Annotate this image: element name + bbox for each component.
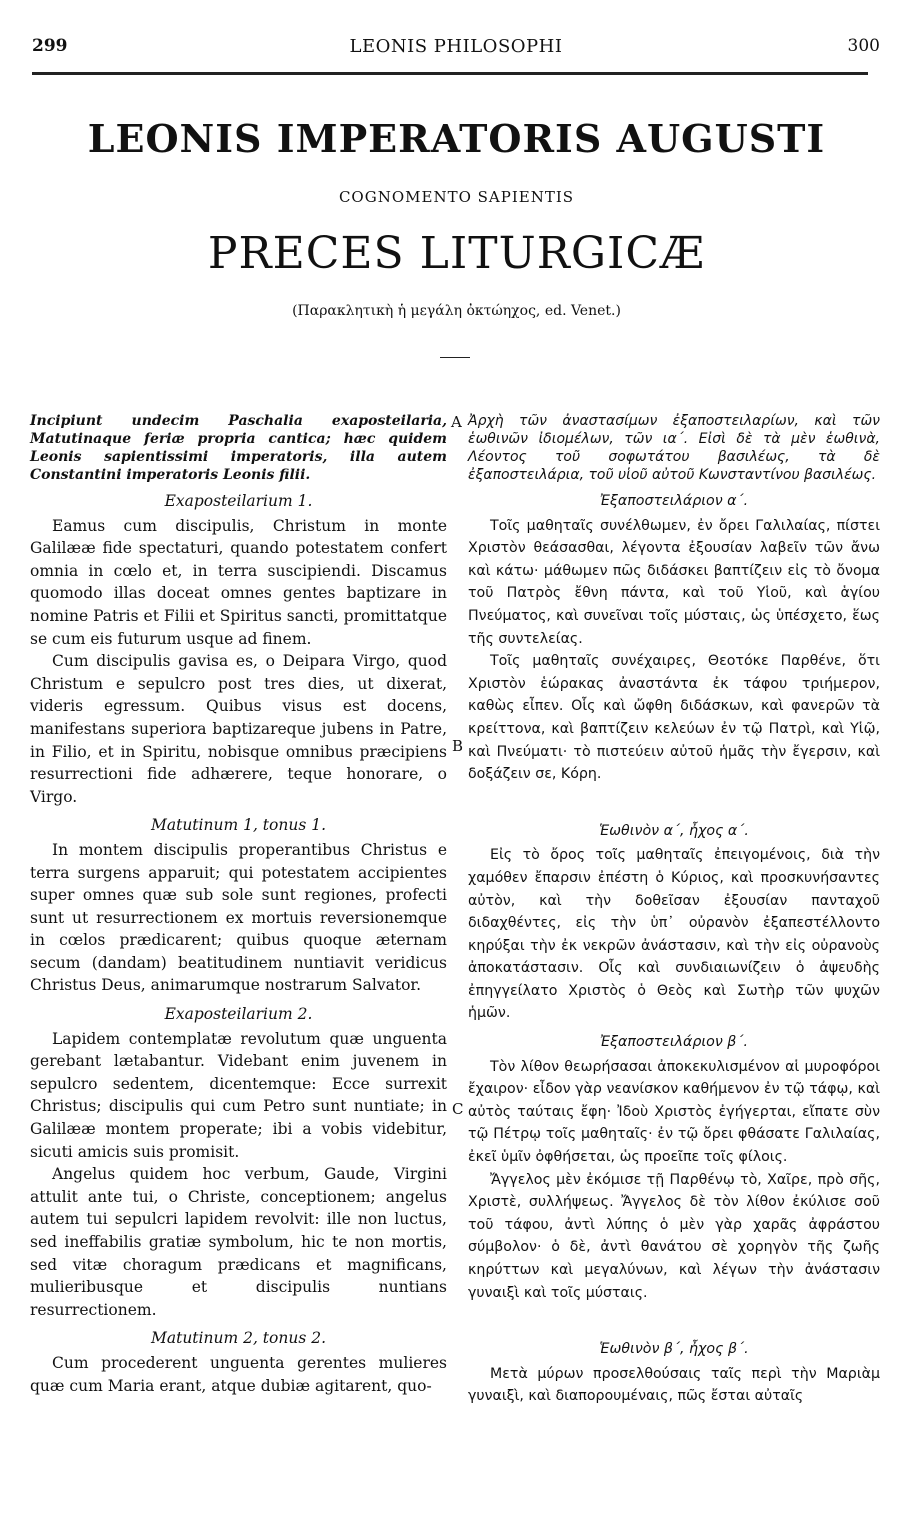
- latin-heading-1: Exaposteilarium 1.: [164, 492, 313, 510]
- latin-paragraph-2: Cum discipulis gavisa es, o Deipara Virgo, quod Christum e sepulcro post tres dies, ut dixerat, videris egressum. Quibus visus est docens, manifestans superiora baptizareque jubens in Patre, in Filio, et in Spiritu, nobisque omnibus præcipiens resurrectioni fide adhærere, teque honorare, o Virgo.: [30, 652, 447, 806]
- latin-heading-3: Exaposteilarium 2.: [164, 1005, 313, 1024]
- running-header: [32, 30, 880, 58]
- page-number-left: 299: [32, 36, 68, 56]
- latin-paragraph-3: In montem discipulis properantibus Christus e terra surgens apparuit; qui potestatem accipientes super omnes quæ sub sole sunt regiones, profecti sunt ut resurrectionem ex mortuis reversionemque in cœlos prædicarent; quibus quoque æternam secum (dandam) beatitudinem nuntiavit veridicus Christus Deus, animarumque nostrarum Salvator.: [30, 840, 447, 995]
- latin-paragraph-1: Eamus cum discipulis, Christum in monte Galilææ fide spectaturi, quando potestatem confert omnia in cœlo et, in terra suscipiendi. Discamus quomodo illas doceat omnes gentes baptizare in nomine Patris et Filii et Spiritus sancti, promittatque se cum eis futurum usque ad finem.: [30, 516, 447, 648]
- source-note: (Παρακλητικὴ ἡ μεγάλη ὀκτώηχος, ed. Venet.): [292, 303, 621, 319]
- greek-paragraph-5: Ἄγγελος μὲν ἐκόμισε τῇ Παρθένῳ τὸ, Χαῖρε, πρὸ σῆς, Χριστὲ, συλλήψεως. Ἄγγελος δὲ τὸν λίθον ἐκύλισε σοῦ τοῦ τάφου, ἀντὶ λύπης ὁ μὲν γὰρ χαρᾶς ἀφράστου σύμβολον· ὁ δὲ, ἀντὶ θανάτου σὲ χορηγὸν τῆς ζωῆς κηρύττων καὶ μεγαλύνων, καὶ λέγων τὴν ἀνάστασιν γυναιξὶ καὶ τοῖς μύσταις.: [468, 1171, 880, 1301]
- greek-paragraph-4: Τὸν λίθον θεωρήσασαι ἀποκεκυλισμένον αἱ μυροφόροι ἔχαιρον· εἶδον γὰρ νεανίσκον καθήμενον ἐν τῷ τάφῳ, καὶ αὐτὸς ταύταις ἔφη· Ἰδοὺ Χριστὸς ἐγήγερται, εἴπατε σὺν τῷ Πέτρῳ τοῖς μαθηταῖς· ἐν τῷ ὄρει φθάσατε Γαλιλαίας, ἐκεῖ ὑμῖν ὀφθήσεται, ὡς προεῖπε τοῖς φίλοις.: [468, 1058, 880, 1166]
- section-divider: [440, 357, 470, 358]
- margin-marker-c: C: [452, 1100, 464, 1118]
- latin-heading-2: Matutinum 1, tonus 1.: [150, 816, 326, 835]
- greek-heading-4: Ἑωθινὸν β΄, ἦχος β΄.: [599, 1341, 749, 1358]
- greek-heading-2: Ἑωθινὸν α΄, ἦχος α΄.: [599, 822, 749, 839]
- header-rule: [32, 72, 868, 75]
- latin-paragraph-6: Cum procederent unguenta gerentes mulieres quæ cum Maria erant, atque dubiæ agitarent, quo-: [30, 1353, 447, 1395]
- margin-marker-a: A: [451, 413, 462, 431]
- greek-heading-3: Ἐξαποστειλάριον β΄.: [600, 1034, 748, 1051]
- latin-paragraph-4: Lapidem contemplatæ revolutum quæ unguenta gerebant lætabantur. Videbant enim juvenem in sepulcro sedentem, dicentemque: Ecce surrexit Christus; discipulis qui cum Petro sunt nuntiate; in Galilææ montem properate; ibi a vobis videbitur, sicuti amicis suis promisit.: [30, 1029, 447, 1161]
- greek-paragraph-3: Εἰς τὸ ὄρος τοῖς μαθηταῖς ἐπειγομένοις, διὰ τὴν χαμόθεν ἔπαρσιν ἐπέστη ὁ Κύριος, καὶ προσκυνήσαντες αὐτὸν, καὶ τὴν δοθεῖσαν ἐξουσίαν πανταχοῦ διδαχθέντες, εἰς τὴν ὑπ᾿ οὐρανὸν ἐξαπεστέλλοντο κηρύξαι τὴν ἐκ νεκρῶν ἀνάστασιν, καὶ τὴν εἰς οὐρανοὺς ἀποκατάστασιν. Οἷς καὶ συνδιαιωνίζειν ὁ ἀψευδὴς ἐπηγγείλατο Χριστὸς ὁ Θεὸς καὶ Σωτὴρ τῶν ψυχῶν ἡμῶν.: [468, 847, 880, 1022]
- greek-paragraph-6: Μετὰ μύρων προσελθούσαις ταῖς περὶ τὴν Μαριὰμ γυναιξὶ, καὶ διαπορουμέναις, πῶς ἔσται αὐταῖς: [468, 1365, 880, 1405]
- work-title: LEONIS IMPERATORIS AUGUSTI: [87, 116, 826, 161]
- latin-intro: Incipiunt undecim Paschalia exaposteilaria, Matutinaque feriæ propria cantica; hæc quidem Leonis sapientissimi imperatoris, illa autem Constantini imperatoris Leonis filii.: [30, 413, 447, 483]
- work-subtitle: COGNOMENTO SAPIENTIS: [338, 188, 575, 206]
- main-title: PRECES LITURGICÆ: [207, 228, 706, 279]
- spacer: [468, 1304, 880, 1332]
- latin-paragraph-5: Angelus quidem hoc verbum, Gaude, Virgini attulit ante tui, o Christe, conceptionem; angelus autem tui sepulcri lapidem revolvit: ille non luctus, sed ineffabilis gratiæ symbolum, hic te non mortis, sed vitæ choragum prædicans et magnificans, mulieribusque et discipulis nuntians resurrectionem.: [30, 1165, 447, 1319]
- spacer: [468, 786, 880, 814]
- greek-column: [468, 412, 880, 1408]
- margin-marker-b: B: [452, 737, 464, 755]
- page-number-right: 300: [847, 36, 880, 56]
- latin-heading-4: Matutinum 2, tonus 2.: [150, 1329, 326, 1348]
- greek-paragraph-2: Τοῖς μαθηταῖς συνέχαιρες, Θεοτόκε Παρθένε, ὅτι Χριστὸν ἑώρακας ἀναστάντα ἐκ τάφου τριήμερον, καθὼς εἶπεν. Οἷς καὶ ὤφθη διδάσκων, καὶ φανερῶν τὰ κρείττονα, καὶ βαπτίζειν κελεύων ἐν τῷ Πατρὶ, καὶ Υἱῷ, καὶ Πνεύματι· τὸ πιστεύειν αὐτοῦ ἡμᾶς τὴν ἔγερσιν, καὶ δοξάζειν σε, Κόρη.: [468, 653, 880, 783]
- greek-heading-1: Ἐξαποστειλάριον α΄.: [599, 493, 749, 509]
- running-title: LEONIS PHILOSOPHI: [349, 36, 563, 57]
- greek-paragraph-1: Τοῖς μαθηταῖς συνέλθωμεν, ἐν ὄρει Γαλιλαίας, πίστει Χριστὸν θεάσασθαι, λέγοντα ἐξουσίαν λαβεῖν τῶν ἄνω καὶ κάτω· μάθωμεν πῶς διδάσκει βαπτίζειν εἰς τὸ ὄνομα τοῦ Πατρὸς ἔθνη πάντα, καὶ τοῦ Υἱοῦ, καὶ ἁγίου Πνεύματος, καὶ συνεῖναι τοῖς μύσταις, ὡς ὑπέσχετο, ἕως τῆς συντελείας.: [468, 517, 880, 647]
- greek-intro: Ἀρχὴ τῶν ἀναστασίμων ἐξαποστειλαρίων, καὶ τῶν ἑωθινῶν ἰδιομέλων, τῶν ια΄. Εἰσὶ δὲ τὰ μὲν ἑωθινὰ, Λέοντος τοῦ σοφωτάτου βασιλέως, τὰ δὲ ἐξαποστειλάρια, τοῦ υἱοῦ αὐτοῦ Κωνσταντίνου βασιλέως.: [468, 413, 880, 483]
- latin-column: [30, 412, 447, 1397]
